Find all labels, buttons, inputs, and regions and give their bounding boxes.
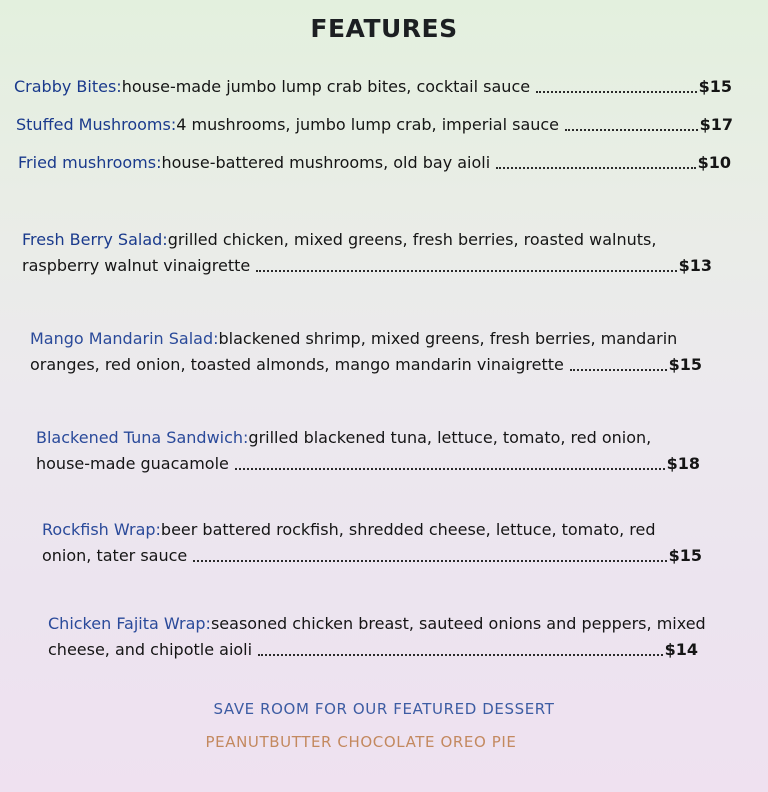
- menu-item-rockfish-wrap: [42, 517, 702, 569]
- item-line: [14, 74, 732, 100]
- menu-item-stuffed-mushrooms: [16, 112, 733, 138]
- dot-leader: [536, 91, 697, 93]
- item-line-2: [30, 352, 702, 378]
- item-price: $15: [668, 355, 702, 374]
- item-name: Fresh Berry Salad:: [22, 230, 168, 249]
- item-description-2: onion, tater sauce: [42, 546, 188, 565]
- item-name: Fried mushrooms:: [18, 153, 162, 172]
- item-description-2: cheese, and chipotle aioli: [48, 640, 253, 659]
- item-name: Stuffed Mushrooms:: [16, 115, 177, 134]
- item-description: blackened shrimp, mixed greens, fresh berries, mandarin: [218, 329, 678, 348]
- item-name: Crabby Bites:: [14, 77, 122, 96]
- item-line: [30, 326, 702, 352]
- menu-item-chicken-fajita-wrap: [48, 611, 718, 663]
- dot-leader: [235, 468, 665, 470]
- dot-leader: [193, 560, 666, 562]
- menu-item-fresh-berry-salad: [22, 227, 712, 279]
- dot-leader: [496, 167, 695, 169]
- menu-title: FEATURES: [310, 14, 458, 43]
- item-description-2: house-made guacamole: [36, 454, 229, 473]
- item-description: grilled blackened tuna, lettuce, tomato, red onion,: [248, 428, 652, 447]
- item-name: Mango Mandarin Salad:: [30, 329, 219, 348]
- item-price: $15: [668, 546, 702, 565]
- item-line: [42, 517, 702, 543]
- item-line: [48, 611, 718, 637]
- item-description-2: raspberry walnut vinaigrette: [22, 256, 251, 275]
- item-description: beer battered rockfish, shredded cheese, lettuce, tomato, red: [160, 520, 656, 539]
- item-line: [36, 425, 700, 451]
- item-name: Rockfish Wrap:: [42, 520, 161, 539]
- item-line-2: [42, 543, 702, 569]
- item-line-2: [22, 253, 712, 279]
- item-description: seasoned chicken breast, sauteed onions and peppers, mixed: [210, 614, 706, 633]
- item-line: [18, 150, 731, 176]
- item-description: grilled chicken, mixed greens, fresh berries, roasted walnuts,: [167, 230, 657, 249]
- item-line-2: [48, 637, 718, 663]
- menu-item-crabby-bites: [14, 74, 732, 100]
- item-price: $15: [698, 77, 732, 96]
- item-price: $10: [697, 153, 731, 172]
- item-description: house-made jumbo lump crab bites, cocktail sauce: [121, 77, 531, 96]
- item-description: 4 mushrooms, jumbo lump crab, imperial sauce: [176, 115, 560, 134]
- item-description-2: oranges, red onion, toasted almonds, mango mandarin vinaigrette: [30, 355, 564, 374]
- item-name: Blackened Tuna Sandwich:: [36, 428, 249, 447]
- item-price: $18: [666, 454, 700, 473]
- item-price: $17: [699, 115, 733, 134]
- item-line-2: [36, 451, 700, 477]
- item-price: $14: [664, 640, 698, 659]
- item-line: [22, 227, 712, 253]
- dessert-name: PEANUTBUTTER CHOCOLATE OREO PIE: [205, 733, 517, 751]
- menu-item-fried-mushrooms: [18, 150, 731, 176]
- dot-leader: [258, 654, 663, 656]
- menu-item-mango-mandarin-salad: [30, 326, 702, 378]
- dot-leader: [256, 270, 676, 272]
- dot-leader: [570, 369, 667, 371]
- item-price: $13: [678, 256, 712, 275]
- menu-item-blackened-tuna-sandwich: [36, 425, 700, 477]
- item-description: house-battered mushrooms, old bay aioli: [161, 153, 491, 172]
- item-line: [16, 112, 733, 138]
- dessert-heading: SAVE ROOM FOR OUR FEATURED DESSERT: [213, 700, 555, 718]
- item-name: Chicken Fajita Wrap:: [48, 614, 211, 633]
- dot-leader: [565, 129, 698, 131]
